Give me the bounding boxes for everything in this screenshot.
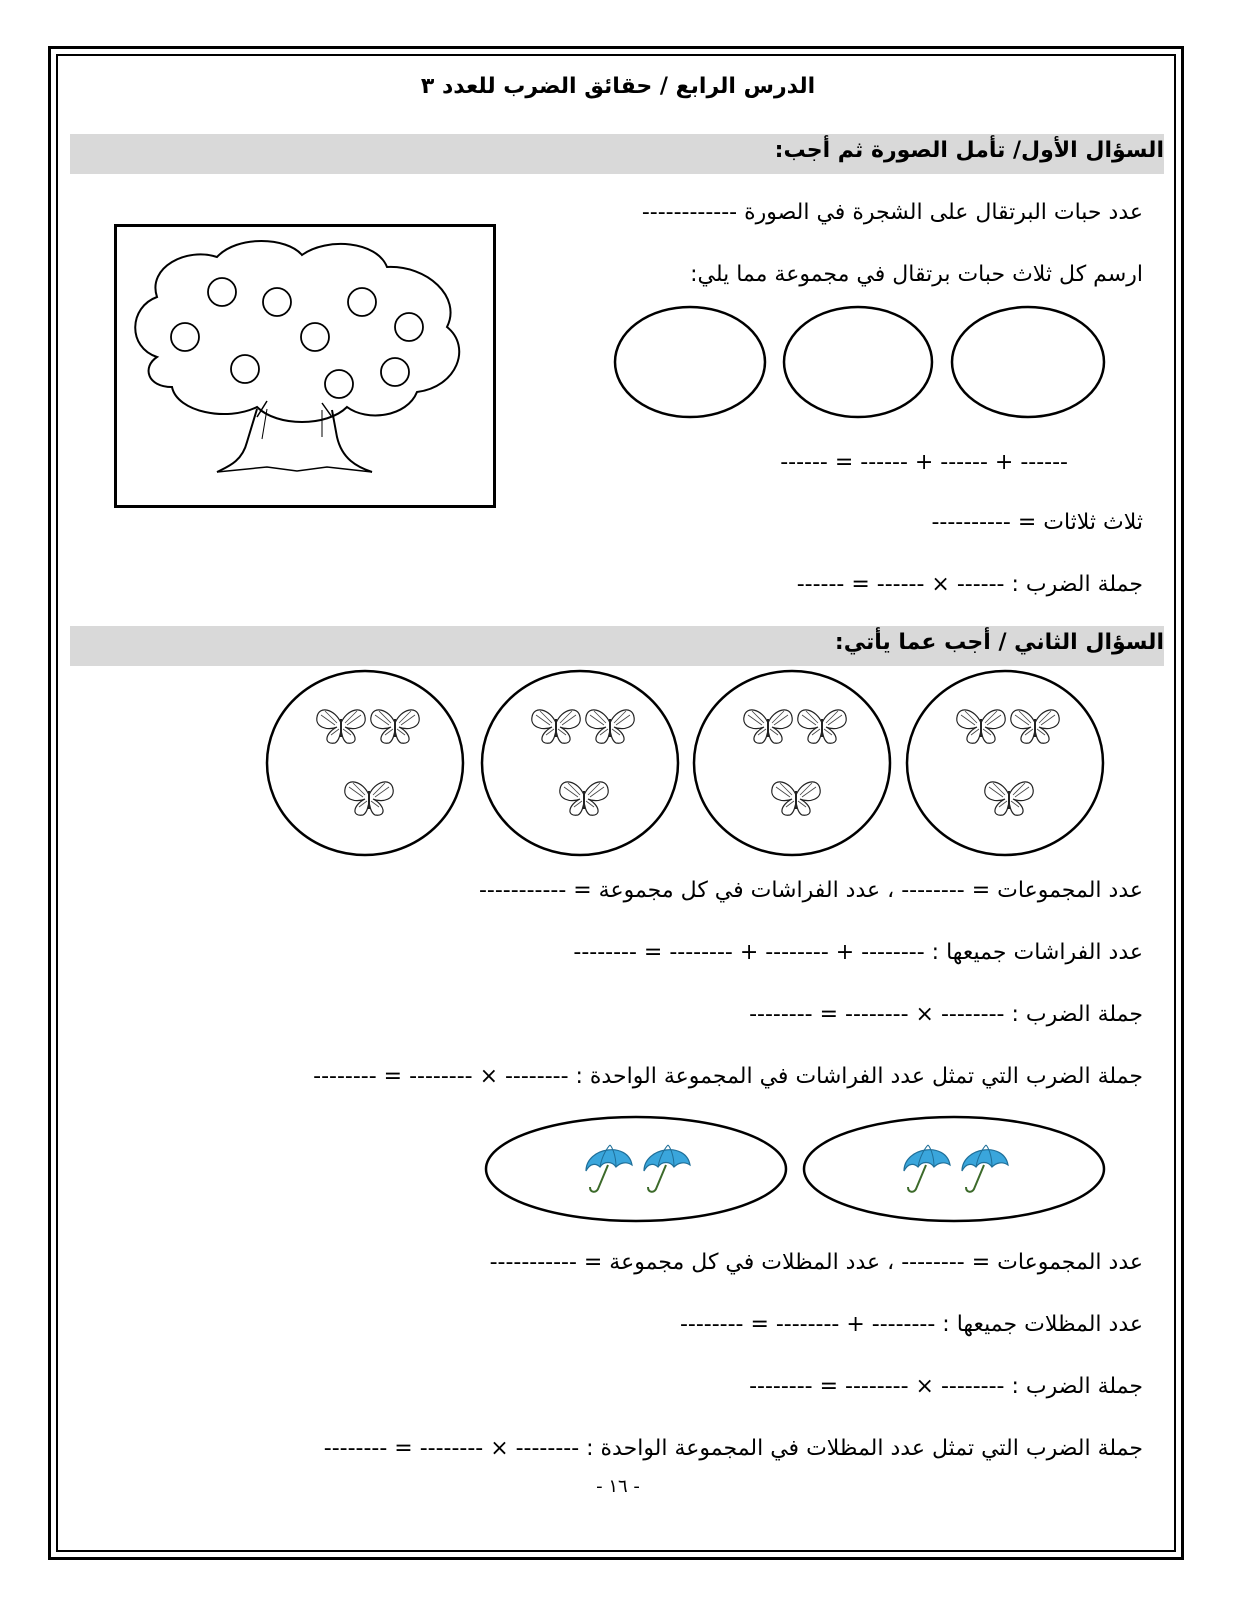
butterfly-one-group-line: جملة الضرب التي تمثل عدد الفراشات في المجموعة الواحدة : -------- × -------- = --------	[313, 1064, 1143, 1089]
umbrella-one-group-line: جملة الضرب التي تمثل عدد المظلات في المجموعة الواحدة : -------- × -------- = --------	[323, 1436, 1143, 1461]
multiplication-sentence-1: جملة الضرب : ------ × ------ = ------	[796, 572, 1143, 597]
question-1-heading: السؤال الأول/ تأمل الصورة ثم أجب:	[774, 138, 1164, 163]
addition-sentence: ------ + ------ + ------ = ------	[780, 450, 1068, 475]
lesson-title: الدرس الرابع / حقائق الضرب للعدد ٣	[420, 74, 816, 99]
butterfly-multiplication-line: جملة الضرب : -------- × -------- = --------	[749, 1002, 1143, 1027]
umbrella-icon	[904, 1145, 950, 1192]
umbrella-icon	[586, 1145, 632, 1192]
umbrella-icon	[644, 1145, 690, 1192]
umbrella-icon	[962, 1145, 1008, 1192]
page-number: - ١٦ -	[596, 1476, 640, 1497]
umbrella-group-oval	[486, 1117, 786, 1221]
umbrella-total-line: عدد المظلات جميعها : -------- + -------- = --------	[679, 1312, 1143, 1337]
question-2-heading: السؤال الثاني / أجب عما يأتي:	[834, 630, 1164, 655]
umbrella-multiplication-line: جملة الضرب : -------- × -------- = --------	[749, 1374, 1143, 1399]
three-threes-line: ثلاث ثلاثات = ----------	[931, 510, 1143, 535]
umbrella-groups-count-line: عدد المجموعات = -------- ، عدد المظلات في كل مجموعة = -----------	[489, 1250, 1143, 1275]
umbrella-group-oval	[804, 1117, 1104, 1221]
oranges-count-line: عدد حبات البرتقال على الشجرة في الصورة ------------	[641, 200, 1143, 225]
butterfly-groups-count-line: عدد المجموعات = -------- ، عدد الفراشات في كل مجموعة = -----------	[478, 878, 1143, 903]
draw-groups-instruction: ارسم كل ثلاث حبات برتقال في مجموعة مما يلي:	[690, 262, 1143, 287]
butterfly-total-line: عدد الفراشات جميعها : -------- + -------- + -------- = --------	[573, 940, 1143, 965]
